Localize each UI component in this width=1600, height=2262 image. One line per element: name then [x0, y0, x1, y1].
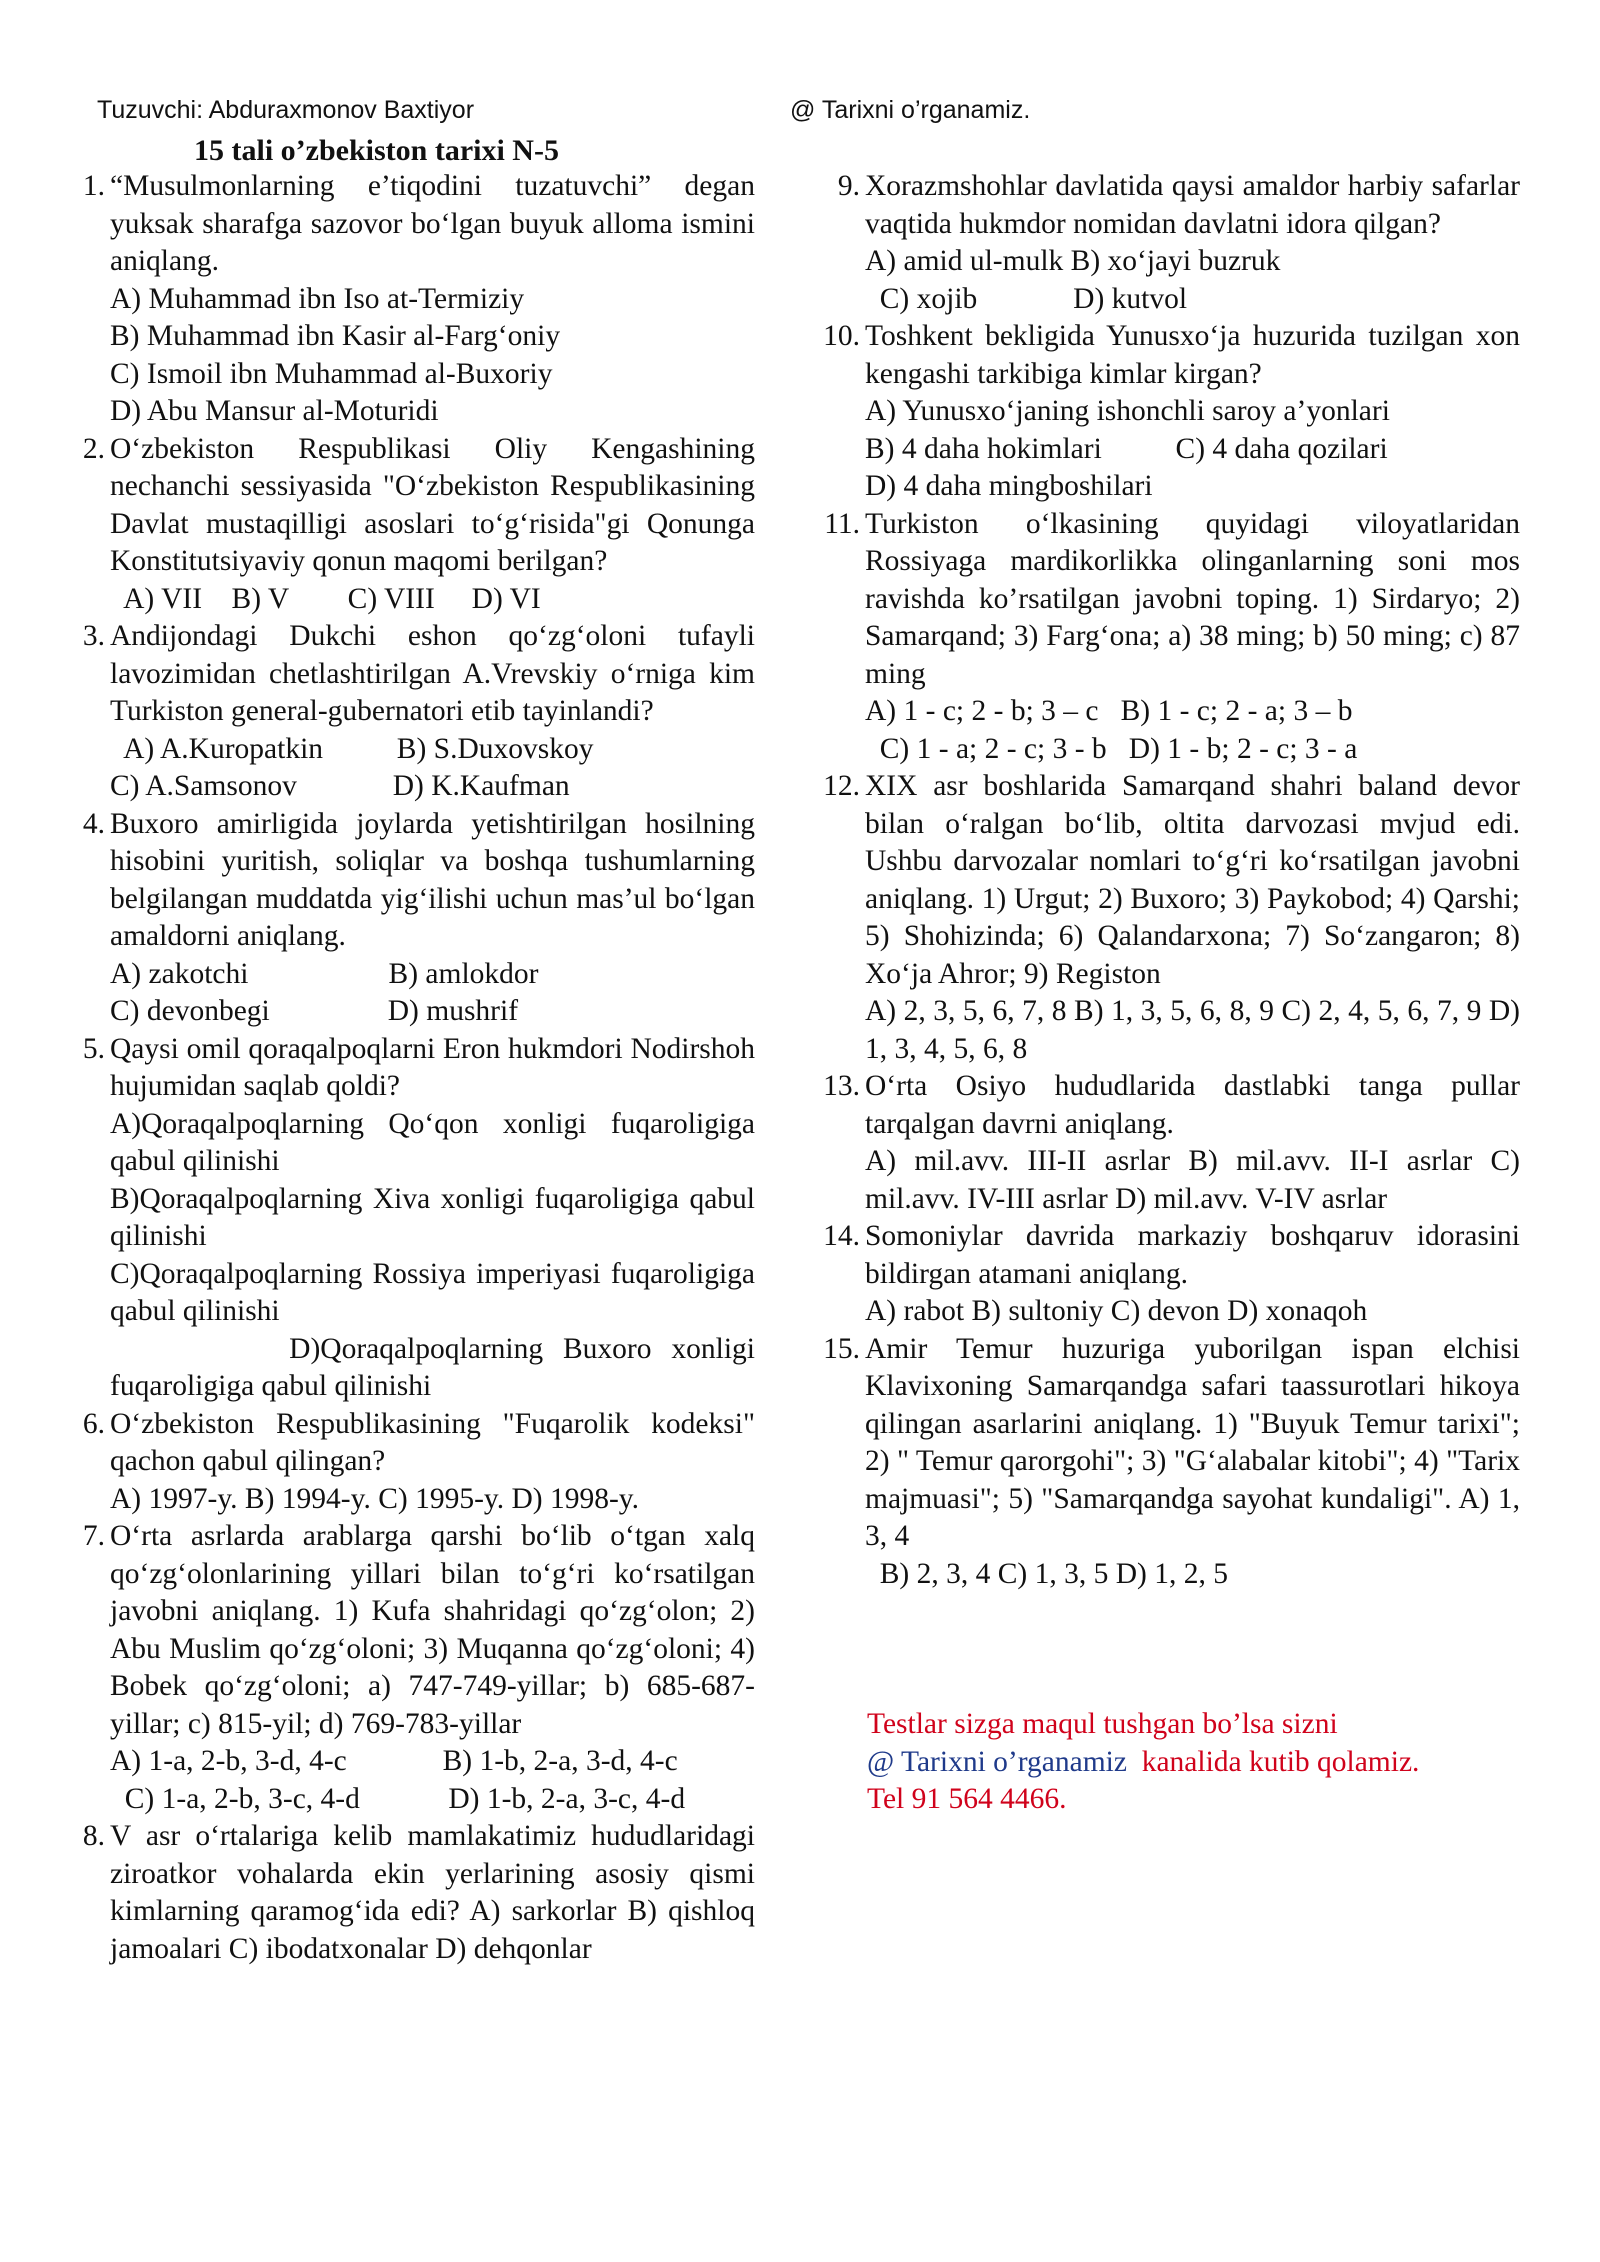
- question-item: [55, 431, 755, 619]
- question-item: [810, 1331, 1520, 1594]
- question-number: 10.: [823, 320, 860, 352]
- question-text: Turkiston o‘lkasining quyidagi viloyatlaridan Rossiyaga mardikorlikka olinganlarning soni mos ravishda ko’rsatilgan javobni toping. 1) Sirdaryo; 2) Samarqand; 3) Farg‘ona; a) 38 ming; b) 50 ming; c) 87 ming: [865, 507, 1520, 690]
- question-item: [55, 1406, 755, 1519]
- question-item: [810, 318, 1520, 506]
- answer-options: A) zakotchi B) amlokdor: [110, 957, 539, 990]
- question-text: Andijondagi Dukchi eshon qo‘zg‘oloni tufayli lavozimidan chetlashtirilgan A.Vrevskiy o‘rniga kim Turkiston general-gubernatori etib tayinlandi?: [110, 620, 755, 727]
- phone-number: Tel 91 564 4466.: [867, 1783, 1067, 1815]
- left-column: [55, 168, 763, 1968]
- answer-option-block: A)Qoraqalpoqlarning Qo‘qon xonligi fuqaroligiga qabul qilinishi: [110, 1107, 763, 1177]
- question-number: 5.: [82, 1032, 105, 1065]
- question-item: [55, 1818, 755, 1968]
- question-number: 13.: [823, 1070, 860, 1102]
- question-item: [55, 806, 755, 1031]
- question-item: [810, 768, 1528, 1068]
- answer-options: B) 2, 3, 4 C) 1, 3, 5 D) 1, 2, 5: [865, 1557, 1229, 1590]
- answer-options: C) Ismoil ibn Muhammad al-Buxoriy: [110, 357, 553, 390]
- answer-option-block: A) mil.avv. III-II asrlar B) mil.avv. II-I asrlar C) mil.avv. IV-III asrlar D) mil.avv. V-IV asrlar: [865, 1145, 1528, 1215]
- question-item: [55, 168, 755, 431]
- page-title: 15 tali o’zbekiston tarixi N-5: [194, 134, 559, 167]
- question-text: O‘zbekiston Respublikasi Oliy Kengashining nechanchi sessiyasida "O‘zbekiston Respublikasining Davlat mustaqilligi asoslari to‘g‘risida"gi Qonunga Konstitutsiyaviy qonun maqomi berilgan?: [110, 432, 755, 577]
- answer-options: A) 1-a, 2-b, 3-d, 4-c B) 1-b, 2-a, 3-d, 4-c: [110, 1745, 678, 1777]
- answer-options: C) devonbegi D) mushrif: [110, 995, 519, 1027]
- question-text: Qaysi omil qoraqalpoqlarni Eron hukmdori Nodirshoh hujumidan saqlab qoldi?: [110, 1032, 755, 1102]
- answer-options: B) Muhammad ibn Kasir al-Farg‘oniy: [110, 320, 561, 352]
- question-text: Amir Temur huzuriga yuborilgan ispan elchisi Klavixoning Samarqandga safari taassurotlari hikoya qilingan asarlarini aniqlang. 1) "Buyuk Temur tarixi"; 2) " Temur qarorgohi"; 3) "G‘alabalar kitobi"; 4) "Tarix majmuasi"; 5) "Samarqandga sayohat kundaligi". A) 1, 3, 4: [865, 1332, 1520, 1552]
- question-number: 6.: [82, 1407, 105, 1440]
- answer-option-block: C)Qoraqalpoqlarning Rossiya imperiyasi fuqaroligiga qabul qilinishi: [110, 1257, 763, 1327]
- question-text: Toshkent bekligida Yunusxo‘ja huzurida tuzilgan xon kengashi tarkibiga kimlar kirgan?: [865, 320, 1520, 390]
- question-item: [810, 506, 1520, 769]
- question-text: Somoniylar davrida markaziy boshqaruv idorasini bildirgan atamani aniqlang.: [865, 1220, 1520, 1290]
- question-number: 15.: [823, 1332, 860, 1365]
- answer-options: A) VII B) V C) VIII D) VI: [110, 582, 541, 615]
- answer-options: A) rabot B) sultoniy C) devon D) xonaqoh: [865, 1295, 1368, 1327]
- question-text: O‘zbekiston Respublikasining "Fuqarolik kodeksi" qachon qabul qilingan?: [110, 1407, 755, 1477]
- question-item: [810, 168, 1520, 318]
- right-column: [810, 168, 1528, 1819]
- answer-option-block: D)Qoraqalpoqlarning Buxoro xonligi fuqaroligiga qabul qilinishi: [110, 1332, 763, 1402]
- question-number: 9.: [837, 170, 860, 202]
- answer-options: D) Abu Mansur al-Moturidi: [110, 395, 439, 427]
- question-text: V asr o‘rtalariga kelib mamlakatimiz hududlaridagi ziroatkor vohalarda ekin yerlarining asosiy qismi kimlarning qaramog‘ida edi? A) sarkorlar B) qishloq jamoalari C) ibodatxonalar D) dehqonlar: [110, 1820, 755, 1965]
- channel-header: @ Tarixni o’rganamiz.: [790, 96, 1031, 124]
- channel-promo: [810, 1706, 1520, 1819]
- answer-options: C) A.Samsonov D) K.Kaufman: [110, 770, 570, 802]
- question-number: 14.: [823, 1220, 860, 1252]
- answer-options: B) 4 daha hokimlari C) 4 daha qozilari: [865, 432, 1388, 465]
- question-number: 8.: [82, 1820, 105, 1852]
- answer-option-block: A) 2, 3, 5, 6, 7, 8 B) 1, 3, 5, 6, 8, 9 C) 2, 4, 5, 6, 7, 9 D) 1, 3, 4, 5, 6, 8: [865, 995, 1528, 1065]
- answer-options: D) 4 daha mingboshilari: [865, 470, 1153, 502]
- question-item: [55, 1518, 755, 1818]
- question-text: “Musulmonlarning e’tiqodini tuzatuvchi” degan yuksak sharafga sazovor bo‘lgan buyuk alloma ismini aniqlang.: [110, 170, 755, 277]
- answer-option-block: B)Qoraqalpoqlarning Xiva xonligi fuqaroligiga qabul qilinishi: [110, 1182, 763, 1252]
- question-text: Xorazmshohlar davlatida qaysi amaldor harbiy safarlar vaqtida hukmdor nomidan davlatni idora qilgan?: [865, 170, 1520, 240]
- question-number: 4.: [82, 807, 105, 840]
- question-text: O‘rta Osiyo hududlarida dastlabki tanga pullar tarqalgan davrni aniqlang.: [865, 1070, 1520, 1140]
- answer-options: A) Yunusxo‘janing ishonchli saroy a’yonlari: [865, 395, 1390, 427]
- question-text: O‘rta asrlarda arablarga qarshi bo‘lib o‘tgan xalq qo‘zg‘olonlarining yillari bilan to‘g‘ri ko‘rsatilgan javobni aniqlang. 1) Kufa shahridagi qo‘zg‘olon; 2) Abu Muslim qo‘zg‘oloni; 3) Muqanna qo‘zg‘oloni; 4) Bobek qo‘zg‘oloni; a) 747-749-yillar; b) 685-687-yillar; c) 815-yil; d) 769-783-yillar: [110, 1520, 755, 1740]
- channel-link[interactable]: @ Tarixni o’rganamiz: [867, 1745, 1127, 1778]
- question-number: 12.: [823, 770, 860, 802]
- answer-options: A) Muhammad ibn Iso at-Termiziy: [110, 282, 525, 315]
- question-item: [810, 1218, 1520, 1331]
- promo-line-rest: kanalida kutib qolamiz.: [1126, 1745, 1420, 1778]
- question-number: 2.: [82, 432, 105, 465]
- question-item: [55, 1031, 763, 1406]
- question-number: 7.: [82, 1520, 105, 1552]
- answer-options: A) 1997-y. B) 1994-y. C) 1995-y. D) 1998-y.: [110, 1482, 640, 1515]
- answer-options: A) 1 - c; 2 - b; 3 – c B) 1 - c; 2 - a; 3 – b: [865, 695, 1353, 727]
- answer-options: C) 1 - a; 2 - c; 3 - b D) 1 - b; 2 - c; 3 - a: [865, 732, 1358, 765]
- question-number: 11.: [824, 507, 860, 540]
- question-number: 1.: [82, 170, 105, 202]
- answer-options: C) 1-a, 2-b, 3-c, 4-d D) 1-b, 2-a, 3-c, 4-d: [110, 1782, 686, 1815]
- answer-options: A) A.Kuropatkin B) S.Duxovskoy: [110, 732, 594, 765]
- question-number: 3.: [82, 620, 105, 652]
- answer-options: C) xojib D) kutvol: [865, 282, 1188, 315]
- author-header: Tuzuvchi: Abduraxmonov Baxtiyor: [97, 96, 475, 124]
- question-text: Buxoro amirligida joylarda yetishtirilgan hosilning hisobini yuritish, soliqlar va boshqa tushumlarning belgilangan muddatda yig‘ilishi uchun mas’ul bo‘lgan amaldorni aniqlang.: [110, 807, 755, 952]
- promo-line: Testlar sizga maqul tushgan bo’lsa sizni: [867, 1708, 1338, 1740]
- question-text: XIX asr boshlarida Samarqand shahri baland devor bilan o‘ralgan bo‘lib, oltita darvozasi mvjud edi. Ushbu darvozalar nomlari to‘g‘ri ko‘rsatilgan javobni aniqlang. 1) Urgut; 2) Buxoro; 3) Paykobod; 4) Qarshi; 5) Shohizinda; 6) Qalandarxona; 7) So‘zangaron; 8) Xo‘ja Ahror; 9) Registon: [865, 770, 1520, 990]
- question-item: [810, 1068, 1528, 1218]
- answer-options: A) amid ul-mulk B) xo‘jayi buzruk: [865, 245, 1281, 277]
- question-item: [55, 618, 755, 806]
